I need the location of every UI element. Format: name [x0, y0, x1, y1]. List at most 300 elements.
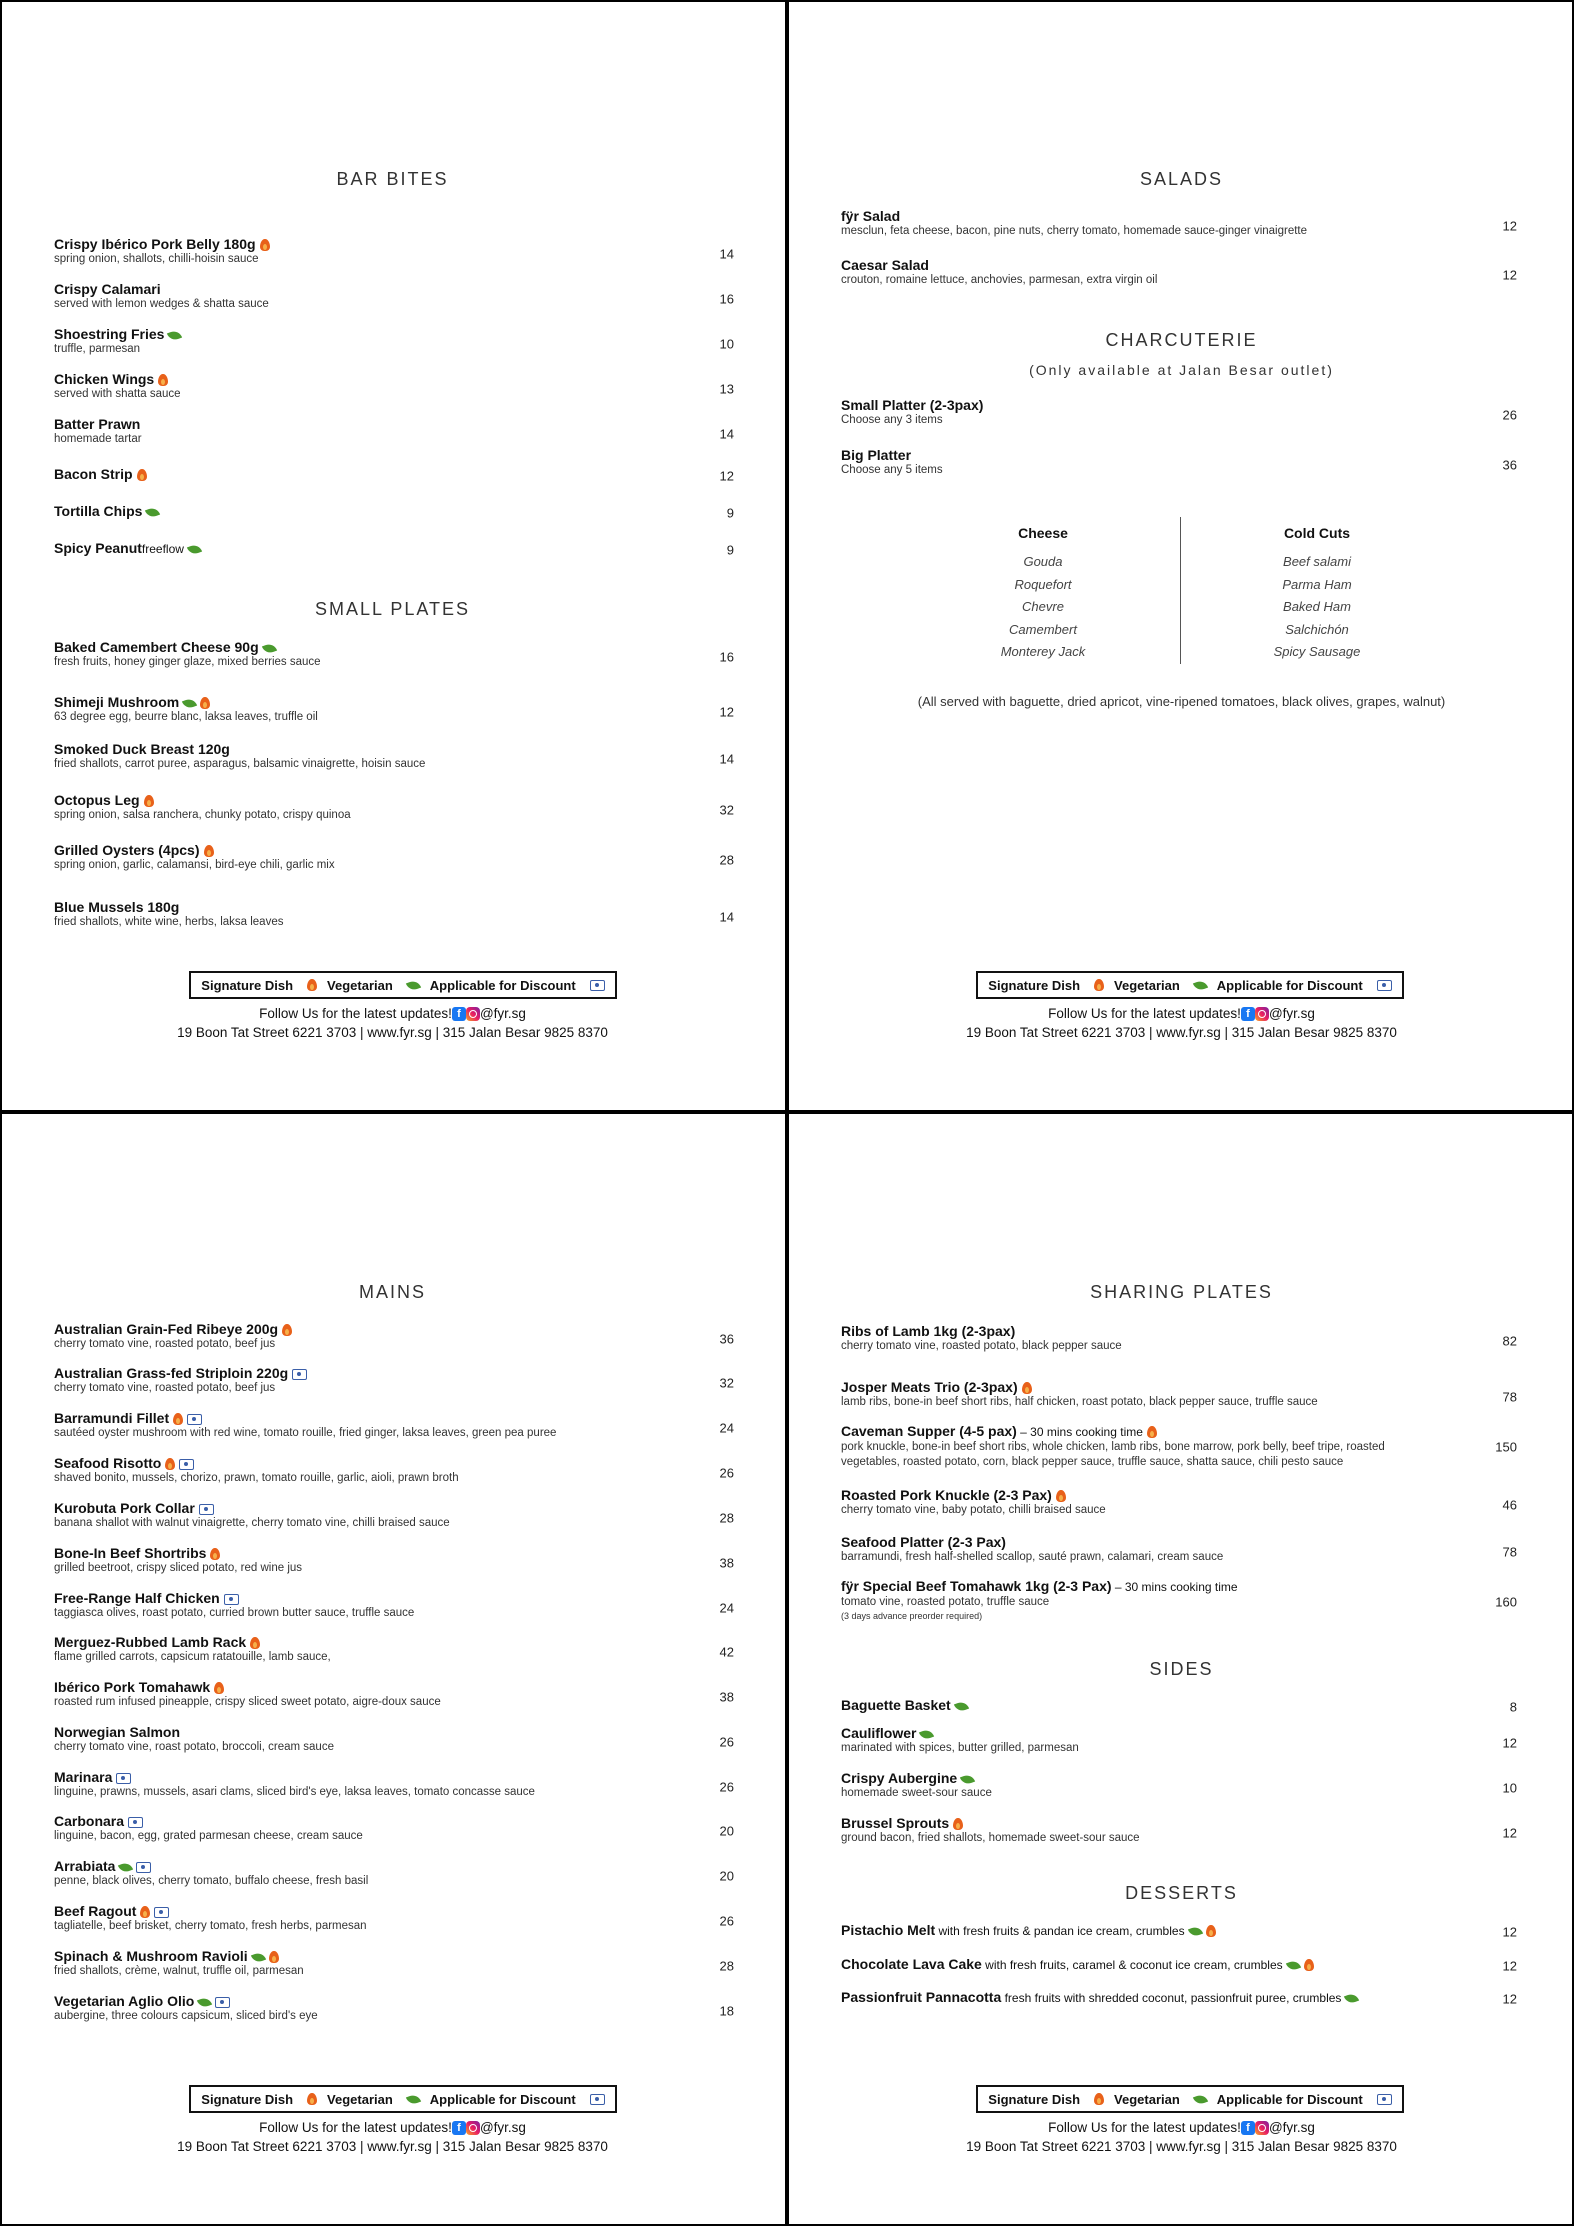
item-description: cherry tomato vine, roasted potato, black pepper sauce	[841, 1340, 1122, 1352]
discount-icon	[590, 2094, 605, 2105]
item-price: 26	[719, 1913, 734, 1929]
item-description: cherry tomato vine, roasted potato, beef jus	[54, 1382, 276, 1394]
item-description: ground bacon, fried shallots, homemade sweet-sour sauce	[841, 1832, 1140, 1844]
cheese-column	[943, 525, 1143, 664]
item-name-text: fÿr Special Beef Tomahawk 1kg (2-3 Pax)	[841, 1578, 1112, 1594]
cold-cut-item: Salchichón	[1285, 621, 1349, 637]
cheese-item: Monterey Jack	[1000, 644, 1086, 659]
facebook-icon[interactable]: f	[452, 2121, 466, 2135]
legend-discount: Applicable for Discount	[429, 2091, 576, 2107]
item-description: banana shallot with walnut vinaigrette, cherry tomato vine, chilli braised sauce	[54, 1517, 450, 1529]
item-name	[54, 639, 734, 655]
flame-icon	[204, 845, 214, 857]
item-name-text: Barramundi Fillet	[54, 1410, 170, 1426]
menu-item	[54, 326, 734, 362]
item-description: barramundi, fresh half-shelled scallop, sauté prawn, calamari, cream sauce	[841, 1551, 1224, 1563]
flame-icon	[173, 1413, 183, 1425]
flame-icon	[953, 1818, 963, 1830]
item-name	[54, 1321, 734, 1337]
item-name	[54, 1500, 734, 1516]
menu-item	[841, 1770, 1517, 1806]
item-name-text: Kurobuta Pork Collar	[54, 1500, 195, 1516]
item-name-text: Ribs of Lamb 1kg (2-3pax)	[841, 1323, 1016, 1339]
follow-line	[789, 1006, 1574, 1021]
section-title: BAR BITES	[336, 169, 449, 189]
leaf-icon	[262, 642, 277, 655]
menu-item	[841, 1534, 1517, 1570]
menu-item	[54, 236, 734, 272]
flame-icon	[260, 239, 270, 251]
item-name-text: Spinach & Mushroom Ravioli	[54, 1948, 248, 1964]
cheese-item: Camembert	[1009, 621, 1077, 637]
discount-icon	[187, 1414, 202, 1425]
discount-icon	[154, 1907, 169, 1918]
item-price: 26	[719, 1734, 734, 1750]
menu-item	[54, 503, 734, 523]
leaf-icon	[1344, 1992, 1359, 2005]
item-description-2: (3 days advance preorder required)	[841, 1611, 983, 1621]
cold-cut-item: Parma Ham	[1282, 576, 1352, 592]
menu-item	[54, 1813, 734, 1849]
item-description: homemade tartar	[54, 433, 142, 445]
leaf-icon	[182, 697, 197, 710]
item-description: roasted rum infused pineapple, crispy sliced sweet potato, aigre-doux sauce	[54, 1696, 441, 1708]
item-price: 12	[1502, 267, 1517, 283]
item-name-text: Small Platter (2-3pax)	[841, 397, 984, 413]
menu-item	[54, 466, 734, 486]
item-description: crouton, romaine lettuce, anchovies, parmesan, extra virgin oil	[841, 274, 1158, 286]
cold-cut-item: Spicy Sausage	[1273, 644, 1361, 659]
leaf-icon	[187, 543, 202, 556]
cheese-item: Roquefort	[1014, 576, 1072, 592]
item-name	[841, 1323, 1517, 1339]
legend-signature: Signature Dish	[201, 977, 294, 993]
menu-item	[841, 1922, 1517, 1942]
menu-item	[54, 1724, 734, 1760]
follow-text: Follow Us for the latest updates!	[259, 1006, 452, 1021]
leaf-icon	[954, 1700, 969, 1713]
item-name	[54, 1948, 734, 1964]
cheese-heading: Cheese	[1018, 525, 1068, 541]
item-name	[841, 1770, 1517, 1786]
item-price: 160	[1495, 1594, 1517, 1610]
instagram-icon[interactable]	[466, 2121, 480, 2135]
flame-icon	[1094, 979, 1104, 991]
item-name	[54, 1679, 734, 1695]
item-name	[841, 1922, 1517, 1939]
item-name	[54, 1858, 734, 1874]
item-name	[54, 326, 734, 342]
item-name-text: Ibérico Pork Tomahawk	[54, 1679, 211, 1695]
menu-item	[841, 1487, 1517, 1523]
item-name	[841, 208, 1517, 224]
item-description: fried shallots, white wine, herbs, laksa leaves	[54, 916, 284, 928]
item-name-text: Caveman Supper (4-5 pax)	[841, 1423, 1017, 1439]
item-description: tomato vine, roasted potato, truffle sauce	[841, 1596, 1050, 1608]
item-price: 9	[726, 542, 734, 558]
item-name-text: Chocolate Lava Cake	[841, 1956, 982, 1972]
legend-vegetarian: Vegetarian	[1114, 2091, 1180, 2107]
item-description: Choose any 5 items	[841, 464, 943, 476]
item-name	[54, 1993, 734, 2009]
item-name-text: Passionfruit Pannacotta	[841, 1989, 1002, 2005]
instagram-icon[interactable]	[1255, 1007, 1269, 1021]
item-price: 24	[719, 1420, 734, 1436]
item-name-text: Bacon Strip	[54, 466, 133, 482]
discount-icon	[116, 1773, 131, 1784]
legend-vegetarian: Vegetarian	[327, 2091, 393, 2107]
item-name-text: Roasted Pork Knuckle (2-3 Pax)	[841, 1487, 1052, 1503]
menu-item	[841, 1697, 1517, 1717]
item-name	[54, 1410, 734, 1426]
item-price: 12	[1502, 218, 1517, 234]
item-price: 12	[1502, 1825, 1517, 1841]
section-title: SIDES	[1149, 1659, 1214, 1679]
flame-icon	[140, 1906, 150, 1918]
menu-item	[54, 1321, 734, 1357]
item-name	[54, 899, 734, 915]
item-name	[841, 257, 1517, 273]
social-handle[interactable]: @fyr.sg	[1268, 1006, 1315, 1021]
cheese-item: Chevre	[1022, 599, 1064, 614]
discount-icon	[224, 1594, 239, 1605]
menu-item	[54, 416, 734, 452]
menu-item	[54, 1948, 734, 1984]
page-sharing	[789, 1114, 1574, 2226]
menu-item	[841, 1423, 1517, 1471]
item-name	[841, 1423, 1517, 1440]
discount-icon	[215, 1997, 230, 2008]
item-extra: fresh fruits with shredded coconut, passionfruit puree, crumbles	[1001, 1991, 1342, 2005]
menu-item	[54, 1903, 734, 1939]
item-price: 16	[719, 291, 734, 307]
item-description: penne, black olives, cherry tomato, buffalo cheese, fresh basil	[54, 1875, 369, 1887]
item-name	[54, 1634, 734, 1650]
address-line: 19 Boon Tat Street 6221 3703 | www.fyr.sg | 315 Jalan Besar 9825 8370	[966, 2139, 1397, 2154]
leaf-icon	[1187, 1925, 1202, 1938]
item-name-text: Tortilla Chips	[54, 503, 143, 519]
item-name	[841, 1534, 1517, 1550]
item-price: 28	[719, 1958, 734, 1974]
discount-icon	[292, 1369, 307, 1380]
discount-icon	[1377, 2094, 1392, 2105]
item-price: 38	[719, 1689, 734, 1705]
item-name	[54, 281, 734, 297]
item-name-text: Beef Ragout	[54, 1903, 137, 1919]
section-title: SALADS	[1139, 169, 1224, 189]
item-name	[54, 694, 734, 710]
legend-discount: Applicable for Discount	[1216, 2091, 1363, 2107]
social-handle[interactable]: @fyr.sg	[479, 2120, 526, 2135]
item-price: 12	[1502, 1991, 1517, 2007]
item-name-text: Marinara	[54, 1769, 113, 1785]
column-divider	[1180, 517, 1181, 664]
item-description: shaved bonito, mussels, chorizo, prawn, tomato rouille, garlic, aioli, prawn broth	[54, 1472, 459, 1484]
section-title: MAINS	[358, 1282, 426, 1302]
item-name	[841, 1379, 1517, 1395]
item-name-text: fÿr Salad	[841, 208, 901, 224]
legend-discount: Applicable for Discount	[429, 977, 576, 993]
flame-icon	[165, 1458, 175, 1470]
menu-item	[841, 1815, 1517, 1851]
leaf-icon	[167, 329, 182, 342]
item-name	[54, 1724, 734, 1740]
facebook-icon[interactable]: f	[452, 1007, 466, 1021]
item-description-2: vegetables, roasted potato, corn, black pepper sauce, truffle sauce, shatta sauce, chili pesto sauce	[841, 1456, 1344, 1468]
item-name-text: Crispy Calamari	[54, 281, 161, 297]
cold-cuts-heading: Cold Cuts	[1283, 525, 1351, 541]
served-with-note: (All served with baguette, dried apricot, vine-ripened tomatoes, black olives, grapes, walnut)	[917, 694, 1446, 709]
item-name	[841, 1487, 1517, 1503]
item-price: 14	[719, 246, 734, 262]
item-description: spring onion, salsa ranchera, chunky potato, crispy quinoa	[54, 809, 351, 821]
menu-item	[54, 540, 734, 560]
item-price: 26	[719, 1465, 734, 1481]
item-name-text: Caesar Salad	[841, 257, 929, 273]
item-name	[54, 1769, 734, 1785]
item-name-text: Free-Range Half Chicken	[54, 1590, 220, 1606]
item-description: fresh fruits, honey ginger glaze, mixed berries sauce	[54, 656, 321, 668]
item-price: 13	[719, 381, 734, 397]
flame-icon	[282, 1324, 292, 1336]
instagram-icon[interactable]	[1255, 2121, 1269, 2135]
item-price: 28	[719, 1510, 734, 1526]
flame-icon	[137, 469, 147, 481]
item-name-text: Grilled Oysters (4pcs)	[54, 842, 200, 858]
menu-item	[54, 1634, 734, 1670]
item-price: 12	[1502, 1958, 1517, 1974]
legend-box	[189, 2085, 617, 2113]
item-price: 12	[1502, 1924, 1517, 1940]
menu-item	[841, 257, 1517, 293]
item-price: 10	[1502, 1780, 1517, 1796]
discount-icon	[1377, 980, 1392, 991]
item-extra: – 30 mins cooking time	[1016, 1425, 1143, 1439]
leaf-icon	[145, 506, 160, 519]
item-price: 14	[719, 909, 734, 925]
item-description: linguine, prawns, mussels, asari clams, sliced bird's eye, laksa leaves, tomato concasse sauce	[54, 1786, 535, 1798]
item-description: pork knuckle, bone-in beef short ribs, whole chicken, lamb ribs, bone marrow, pork belly, beef tripe, roasted	[841, 1441, 1385, 1453]
section-title: SMALL PLATES	[314, 599, 471, 619]
item-name	[841, 1815, 1517, 1831]
item-price: 78	[1502, 1389, 1517, 1405]
menu-item	[841, 1956, 1517, 1976]
address-line: 19 Boon Tat Street 6221 3703 | www.fyr.sg | 315 Jalan Besar 9825 8370	[966, 1025, 1397, 1040]
cold-cut-item: Baked Ham	[1283, 599, 1351, 614]
item-description: spring onion, garlic, calamansi, bird-eye chili, garlic mix	[54, 859, 335, 871]
item-name-text: Australian Grass-fed Striploin 220g	[54, 1365, 289, 1381]
section-note: (Only available at Jalan Besar outlet)	[1029, 362, 1334, 378]
leaf-icon	[406, 979, 421, 992]
follow-text: Follow Us for the latest updates!	[1048, 1006, 1241, 1021]
menu-item	[54, 792, 734, 828]
social-handle[interactable]: @fyr.sg	[1268, 2120, 1315, 2135]
item-description: marinated with spices, butter grilled, parmesan	[841, 1742, 1079, 1754]
item-name-text: Josper Meats Trio (2-3pax)	[841, 1379, 1018, 1395]
item-description: mesclun, feta cheese, bacon, pine nuts, cherry tomato, homemade sauce-ginger vinaigrette	[841, 225, 1308, 237]
item-price: 20	[719, 1868, 734, 1884]
item-price: 28	[719, 852, 734, 868]
item-description: cherry tomato vine, baby potato, chilli braised sauce	[841, 1504, 1106, 1516]
cold-cut-item: Beef salami	[1283, 554, 1351, 569]
flame-icon	[200, 697, 210, 709]
item-name	[54, 540, 734, 557]
leaf-icon	[251, 1951, 266, 1964]
leaf-icon	[1193, 979, 1208, 992]
item-name-text: Crispy Ibérico Pork Belly 180g	[54, 236, 256, 252]
discount-icon	[136, 1862, 151, 1873]
item-name-text: Carbonara	[54, 1813, 125, 1829]
menu-item	[54, 1993, 734, 2029]
item-name	[54, 466, 734, 482]
item-description: Choose any 3 items	[841, 414, 943, 426]
flame-icon	[144, 795, 154, 807]
menu-item	[54, 1500, 734, 1536]
discount-icon	[199, 1504, 214, 1515]
item-name	[841, 447, 1517, 463]
legend-signature: Signature Dish	[988, 977, 1081, 993]
leaf-icon	[197, 1996, 212, 2009]
item-name-text: Spicy Peanut	[54, 540, 142, 556]
cold-cuts-column	[1217, 525, 1417, 664]
item-price: 8	[1509, 1699, 1517, 1715]
item-name	[54, 236, 734, 252]
item-name	[54, 1545, 734, 1561]
menu-item	[841, 1323, 1517, 1359]
follow-line	[0, 1006, 785, 1021]
menu-item	[54, 1679, 734, 1715]
item-description: aubergine, three colours capsicum, sliced bird's eye	[54, 2010, 318, 2022]
flame-icon	[1206, 1925, 1216, 1937]
item-name-text: Seafood Platter (2-3 Pax)	[841, 1534, 1006, 1550]
item-name-text: Baked Camembert Cheese 90g	[54, 639, 259, 655]
menu-item	[841, 1578, 1517, 1626]
item-name-text: Blue Mussels 180g	[54, 899, 180, 915]
item-price: 36	[1502, 457, 1517, 473]
legend-signature: Signature Dish	[201, 2091, 294, 2107]
address-line: 19 Boon Tat Street 6221 3703 | www.fyr.sg | 315 Jalan Besar 9825 8370	[177, 2139, 608, 2154]
item-name	[54, 416, 734, 432]
facebook-icon[interactable]: f	[1241, 1007, 1255, 1021]
item-name	[54, 371, 734, 387]
item-description: truffle, parmesan	[54, 343, 141, 355]
legend-vegetarian: Vegetarian	[1114, 977, 1180, 993]
page-bar-bites	[0, 0, 785, 1110]
item-price: 16	[719, 649, 734, 665]
follow-text: Follow Us for the latest updates!	[259, 2120, 452, 2135]
cheese-item: Gouda	[1023, 554, 1063, 569]
item-name-text: Shimeji Mushroom	[54, 694, 180, 710]
menu-item	[54, 1590, 734, 1626]
item-name-text: Baguette Basket	[841, 1697, 951, 1713]
menu-item	[54, 899, 734, 935]
item-name-text: Norwegian Salmon	[54, 1724, 181, 1740]
legend-box	[976, 971, 1404, 999]
item-description: cherry tomato vine, roasted potato, beef jus	[54, 1338, 276, 1350]
menu-item	[54, 281, 734, 317]
facebook-icon[interactable]: f	[1241, 2121, 1255, 2135]
item-name	[54, 1590, 734, 1606]
item-extra: with fresh fruits, caramel & coconut ice cream, crumbles	[981, 1958, 1283, 1972]
item-description: served with lemon wedges & shatta sauce	[54, 298, 269, 310]
legend-vegetarian: Vegetarian	[327, 977, 393, 993]
item-description: homemade sweet-sour sauce	[841, 1787, 992, 1799]
item-name-text: Arrabiata	[54, 1858, 116, 1874]
item-description: 63 degree egg, beurre blanc, laksa leaves, truffle oil	[54, 711, 318, 723]
flame-icon	[269, 1951, 279, 1963]
menu-item	[54, 371, 734, 407]
item-price: 14	[719, 751, 734, 767]
item-name	[54, 1903, 734, 1919]
item-name-text: Crispy Aubergine	[841, 1770, 958, 1786]
flame-icon	[1304, 1959, 1314, 1971]
item-price: 26	[719, 1779, 734, 1795]
menu-item	[54, 741, 734, 777]
item-name-text: Merguez-Rubbed Lamb Rack	[54, 1634, 247, 1650]
item-name	[54, 741, 734, 757]
item-price: 14	[719, 426, 734, 442]
item-name-text: Octopus Leg	[54, 792, 140, 808]
item-description: cherry tomato vine, roast potato, broccoli, cream sauce	[54, 1741, 334, 1753]
item-name	[841, 1989, 1517, 2006]
item-name-text: Big Platter	[841, 447, 912, 463]
item-price: 42	[719, 1644, 734, 1660]
social-handle[interactable]: @fyr.sg	[479, 1006, 526, 1021]
item-name-text: Shoestring Fries	[54, 326, 165, 342]
flame-icon	[214, 1682, 224, 1694]
item-name	[54, 503, 734, 519]
item-price: 32	[719, 1375, 734, 1391]
item-description: fried shallots, crème, walnut, truffle oil, parmesan	[54, 1965, 304, 1977]
menu-item	[54, 1365, 734, 1401]
legend-box	[189, 971, 617, 999]
section-title: SHARING PLATES	[1090, 1282, 1273, 1302]
discount-icon	[590, 980, 605, 991]
item-description: fried shallots, carrot puree, asparagus, balsamic vinaigrette, hoisin sauce	[54, 758, 426, 770]
menu-item	[54, 1858, 734, 1894]
item-name-text: Cauliflower	[841, 1725, 917, 1741]
flame-icon	[1147, 1426, 1157, 1438]
flame-icon	[307, 979, 317, 991]
item-price: 150	[1495, 1439, 1517, 1455]
leaf-icon	[118, 1861, 133, 1874]
item-name-text: Vegetarian Aglio Olio	[54, 1993, 195, 2009]
menu-item	[54, 694, 734, 730]
leaf-icon	[1193, 2093, 1208, 2106]
flame-icon	[250, 1637, 260, 1649]
menu-item	[54, 1455, 734, 1491]
item-price: 12	[1502, 1735, 1517, 1751]
item-name-text: Pistachio Melt	[841, 1922, 936, 1938]
item-price: 20	[719, 1823, 734, 1839]
flame-icon	[210, 1548, 220, 1560]
instagram-icon[interactable]	[466, 1007, 480, 1021]
legend-box	[976, 2085, 1404, 2113]
item-name	[54, 842, 734, 858]
item-price: 10	[719, 336, 734, 352]
page-mains	[0, 1114, 785, 2226]
item-price: 12	[719, 468, 734, 484]
item-name-text: Batter Prawn	[54, 416, 141, 432]
page-salads	[789, 0, 1574, 1110]
item-extra: freeflow	[141, 542, 184, 556]
discount-icon	[128, 1817, 143, 1828]
menu-item	[54, 1545, 734, 1581]
item-price: 24	[719, 1600, 734, 1616]
discount-icon	[179, 1459, 194, 1470]
item-name	[841, 1578, 1517, 1595]
item-price: 36	[719, 1331, 734, 1347]
